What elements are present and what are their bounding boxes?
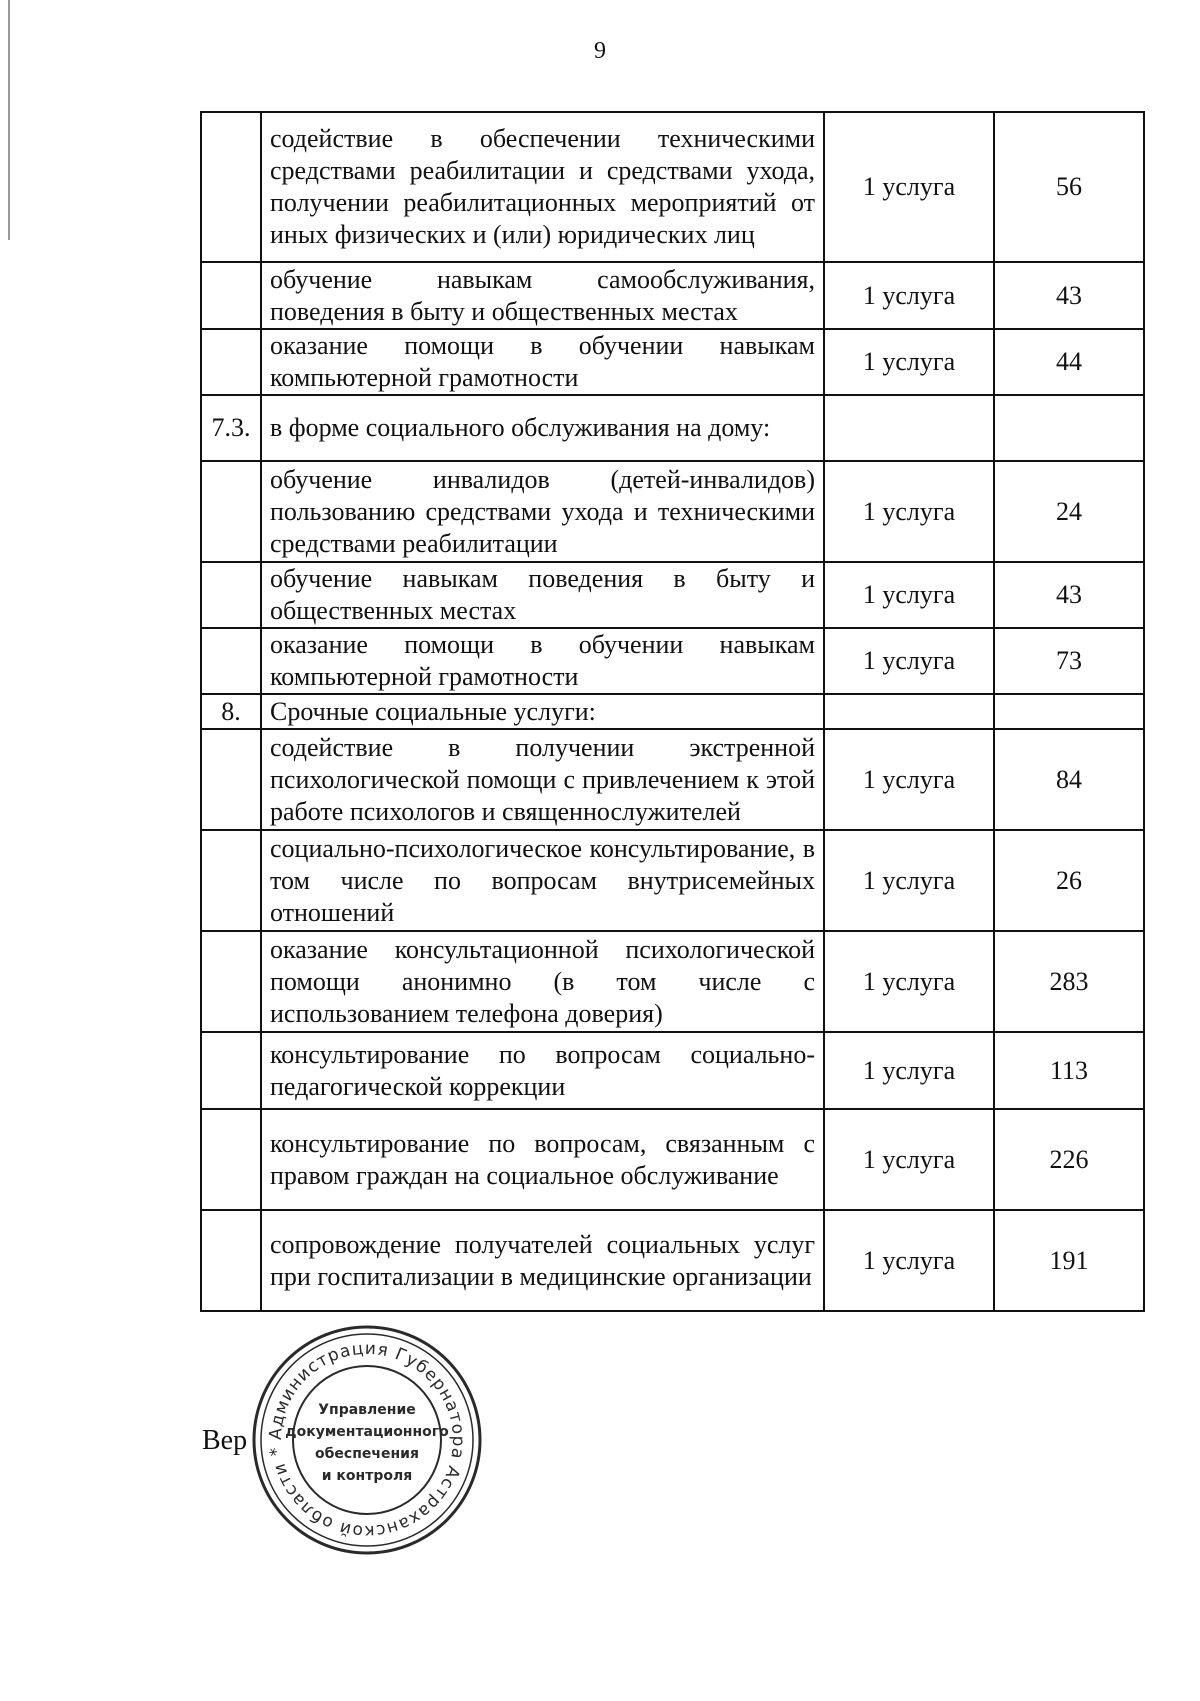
table-row <box>201 262 1144 329</box>
row-number <box>201 329 261 395</box>
table-row <box>201 1109 1144 1210</box>
official-stamp <box>249 1322 485 1558</box>
service-count: 24 <box>994 461 1144 562</box>
service-unit: 1 услуга <box>824 329 994 395</box>
stamp-inner-ring <box>293 1366 441 1514</box>
service-unit: 1 услуга <box>824 262 994 329</box>
service-description: обучение навыкам поведения в быту и общественных местах <box>261 562 824 628</box>
row-number <box>201 1210 261 1311</box>
table-row <box>201 112 1144 262</box>
stamp-center-line: Управление <box>318 1402 416 1418</box>
service-count: 43 <box>994 262 1144 329</box>
service-count: 226 <box>994 1109 1144 1210</box>
stamp-center-line: документационного <box>285 1424 449 1440</box>
service-description: оказание консультационной психологической помощи анонимно (в том числе с использованием телефона доверия) <box>261 931 824 1032</box>
stamp-outer-ring <box>254 1327 480 1553</box>
service-count <box>994 395 1144 461</box>
service-unit: 1 услуга <box>824 729 994 830</box>
service-count: 113 <box>994 1032 1144 1109</box>
row-number <box>201 931 261 1032</box>
table-row <box>201 931 1144 1032</box>
service-unit: 1 услуга <box>824 461 994 562</box>
service-count: 26 <box>994 830 1144 931</box>
stamp-center-line: и контроля <box>321 1468 413 1484</box>
service-count <box>994 694 1144 729</box>
service-count: 84 <box>994 729 1144 830</box>
table-row <box>201 562 1144 628</box>
stamp-center-line: обеспечения <box>315 1446 419 1462</box>
service-description: содействие в обеспечении техническими средствами реабилитации и средствами ухода, получении реабилитационных мероприятий от иных физических и (или) юридических лиц <box>261 112 824 262</box>
section-row <box>201 694 1144 729</box>
section-number: 7.3. <box>201 395 261 461</box>
service-description: содействие в получении экстренной психологической помощи с привлечением к этой работе психологов и священнослужителей <box>261 729 824 830</box>
row-number <box>201 830 261 931</box>
service-count: 283 <box>994 931 1144 1032</box>
service-unit: 1 услуга <box>824 628 994 694</box>
service-unit <box>824 395 994 461</box>
page-number: 9 <box>594 38 606 64</box>
service-count: 73 <box>994 628 1144 694</box>
section-title: Срочные социальные услуги: <box>261 694 824 729</box>
service-description: обучение инвалидов (детей-инвалидов) пользованию средствами ухода и техническими средствами реабилитации <box>261 461 824 562</box>
scan-edge-line <box>8 0 10 240</box>
service-unit: 1 услуга <box>824 1032 994 1109</box>
service-description: сопровождение получателей социальных услуг при госпитализации в медицинские организации <box>261 1210 824 1311</box>
service-unit: 1 услуга <box>824 830 994 931</box>
row-number <box>201 628 261 694</box>
table-row <box>201 1032 1144 1109</box>
table-row <box>201 830 1144 931</box>
row-number <box>201 112 261 262</box>
service-unit: 1 услуга <box>824 112 994 262</box>
table-row <box>201 461 1144 562</box>
section-row <box>201 395 1144 461</box>
service-count: 43 <box>994 562 1144 628</box>
service-unit: 1 услуга <box>824 1109 994 1210</box>
row-number <box>201 1032 261 1109</box>
service-description: консультирование по вопросам, связанным с правом граждан на социальное обслуживание <box>261 1109 824 1210</box>
service-count: 191 <box>994 1210 1144 1311</box>
service-description: социально-психологическое консультирование, в том числе по вопросам внутрисемейных отношений <box>261 830 824 931</box>
service-unit <box>824 694 994 729</box>
service-description: оказание помощи в обучении навыкам компьютерной грамотности <box>261 628 824 694</box>
service-description: консультирование по вопросам социально-педагогической коррекции <box>261 1032 824 1109</box>
service-unit: 1 услуга <box>824 562 994 628</box>
row-number <box>201 1109 261 1210</box>
service-description: оказание помощи в обучении навыкам компьютерной грамотности <box>261 329 824 395</box>
table-row <box>201 1210 1144 1311</box>
signature-label: Вер <box>202 1425 248 1456</box>
service-count: 56 <box>994 112 1144 262</box>
services-table <box>200 111 1145 1312</box>
row-number <box>201 461 261 562</box>
service-description: обучение навыкам самообслуживания, поведения в быту и общественных местах <box>261 262 824 329</box>
service-unit: 1 услуга <box>824 931 994 1032</box>
stamp-ring-text: Администрация Губернатора Астраханской области * <box>265 1338 469 1542</box>
row-number <box>201 562 261 628</box>
service-unit: 1 услуга <box>824 1210 994 1311</box>
table-row <box>201 628 1144 694</box>
service-count: 44 <box>994 329 1144 395</box>
row-number <box>201 729 261 830</box>
table-row <box>201 729 1144 830</box>
section-number: 8. <box>201 694 261 729</box>
row-number <box>201 262 261 329</box>
table-row <box>201 329 1144 395</box>
section-title: в форме социального обслуживания на дому: <box>261 395 824 461</box>
